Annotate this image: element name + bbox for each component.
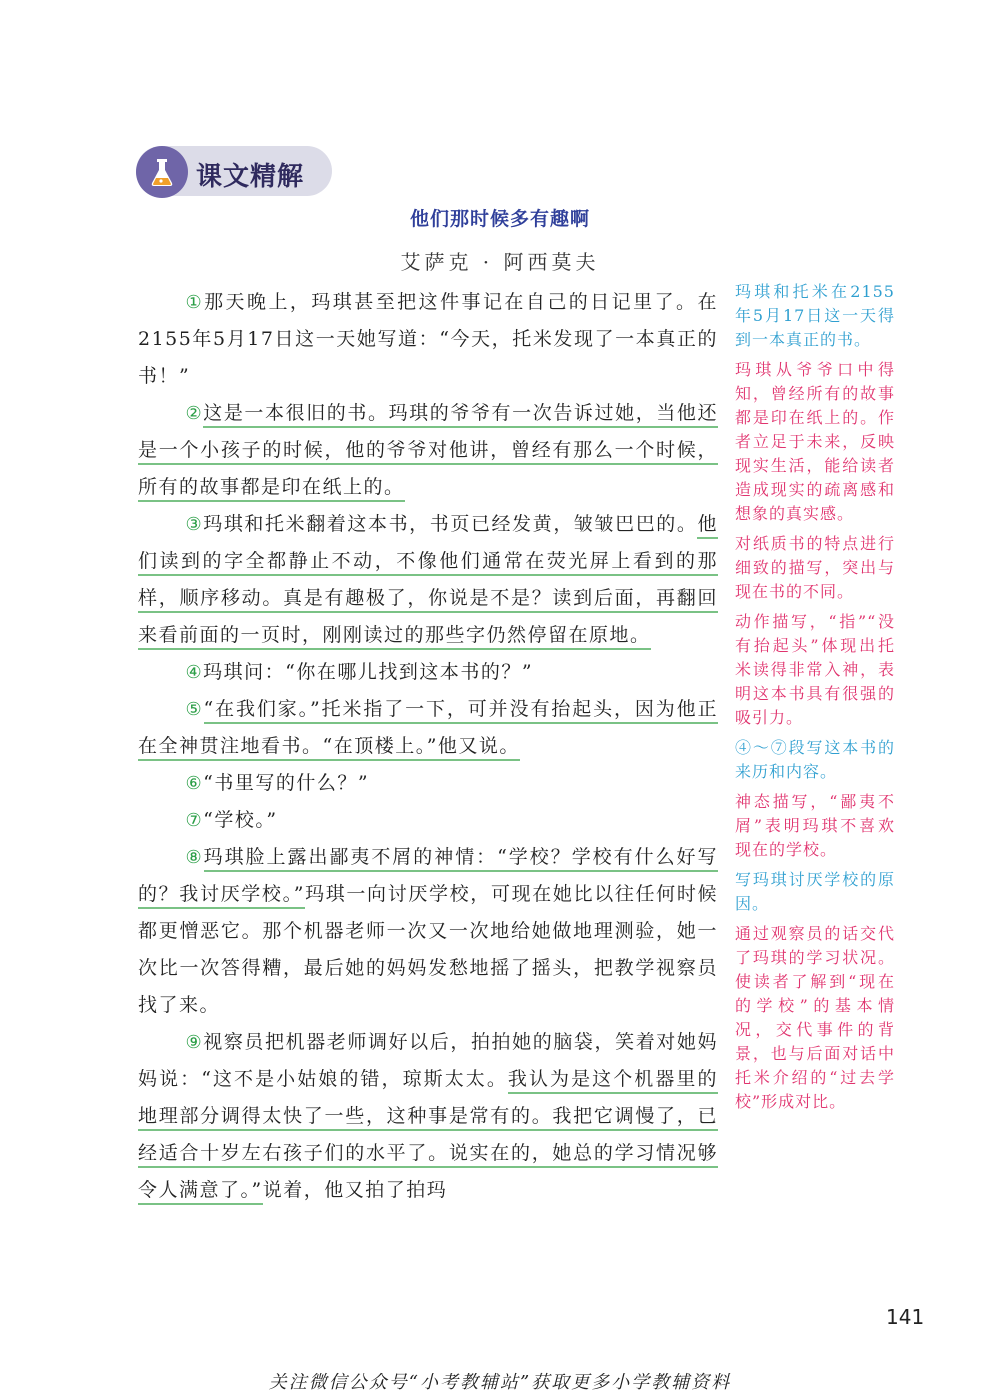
paragraph [138,765,718,802]
paragraph-text: 视察员把机器老师调好以后，拍拍她的脑袋，笑着对她妈妈说：“这不是小姑娘的错，琼斯太太。 [138,1031,718,1090]
paragraph [138,1024,718,1209]
paragraph-number: ③ [185,514,204,535]
underlined-text: “在我们家。”托米指了一下，可并没有抬起头，因为他正在全神贯注地看书。“在顶楼上。”他又说。 [138,698,718,761]
paragraph-number: ⑤ [185,699,204,720]
article-body [138,284,718,1209]
margin-note: 动作描写，“指”“没有抬起头”体现出托米读得非常入神，表明这本书具有很强的吸引力。 [735,612,895,727]
paragraph [138,691,718,765]
paragraph-number: ⑦ [185,810,204,831]
paragraph [138,395,718,506]
paragraph-number: ① [185,292,205,313]
paragraph [138,654,718,691]
margin-note: 通过观察员的话交代了玛琪的学习状况。使读者了解到“现在的学校”的基本情况，交代事件的背景，也与后面对话中托米介绍的“过去学校”形成对比。 [735,924,895,1111]
article-author: 艾萨克 · 阿西莫夫 [400,250,600,274]
margin-note: 玛琪和托米在2155年5月17日这一天得到一本真正的书。 [735,282,895,349]
paragraph [138,802,718,839]
margin-note: 玛琪从爷爷口中得知，曾经所有的故事都是印在纸上的。作者立足于未来，反映现实生活，能给读者造成现实的疏离感和想象的真实感。 [735,360,895,523]
underlined-text: 他们读到的字全都静止不动，不像他们通常在荧光屏上看到的那样，顺序移动。真是有趣极了，你说是不是？读到后面，再翻回来看前面的一页时，刚刚读过的那些字仍然停留在原地。 [138,513,718,650]
page-number: 141 [886,1305,925,1329]
paragraph-number: ⑧ [185,847,204,868]
paragraph-number: ⑨ [185,1032,204,1053]
footer-text: 关注微信公众号“小考教辅站”获取更多小学教辅资料 [268,1372,732,1393]
margin-note: 对纸质书的特点进行细致的描写，突出与现在书的不同。 [735,534,895,601]
underlined-text: 我认为是这个机器里的地理部分调得太快了一些，这种事是常有的。我把它调慢了，已经适合十岁左右孩子们的水平了。说实在的，她总的学习情况够令人满意了。” [138,1068,718,1205]
flask-icon [144,154,180,190]
paragraph-text: 那天晚上，玛琪甚至把这件事记在自己的日记里了。在2155年5月17日这一天她写道：“今天，托米发现了一本真正的书！” [138,291,718,387]
section-title: 课文精解 [196,162,305,192]
paragraph-number: ⑥ [185,773,204,794]
margin-notes [735,280,895,1120]
paragraph [138,506,718,654]
paragraph-text: “学校。” [203,809,278,831]
paragraph-text: 玛琪问：“你在哪儿找到这本书的？” [203,661,534,683]
margin-note: ④～⑦段写这本书的来历和内容。 [735,738,895,781]
margin-note: 神态描写，“鄙夷不屑”表明玛琪不喜欢现在的学校。 [735,792,895,859]
paragraph-number: ② [185,403,204,424]
paragraph-text: “书里写的什么？” [203,772,370,794]
paragraph-number: ④ [185,662,204,683]
badge-circle [136,146,188,198]
article-title: 他们那时候多有趣啊 [409,208,590,230]
paragraph-text: 说着，他又拍了拍玛 [262,1179,448,1201]
margin-note: 写玛琪讨厌学校的原因。 [735,870,895,913]
underlined-text: 这是一本很旧的书。玛琪的爷爷有一次告诉过她，当他还是一个小孩子的时候，他的爷爷对他讲，曾经有那么一个时候，所有的故事都是印在纸上的。 [138,402,718,502]
paragraph [138,839,718,1024]
underlined-text: 玛琪脸上露出鄙夷不屑的神情：“学校？学校有什么好写的？我讨厌学校。” [138,846,718,909]
paragraph [138,284,718,395]
paragraph-text: 玛琪一向讨厌学校，可现在她比以往任何时候都更憎恶它。那个机器老师一次又一次地给她做地理测验，她一次比一次答得糟，最后她的妈妈发愁地摇了摇头，把教学视察员找了来。 [138,883,718,1016]
paragraph-text: 玛琪和托米翻着这本书，书页已经发黄，皱皱巴巴的。 [203,513,698,535]
